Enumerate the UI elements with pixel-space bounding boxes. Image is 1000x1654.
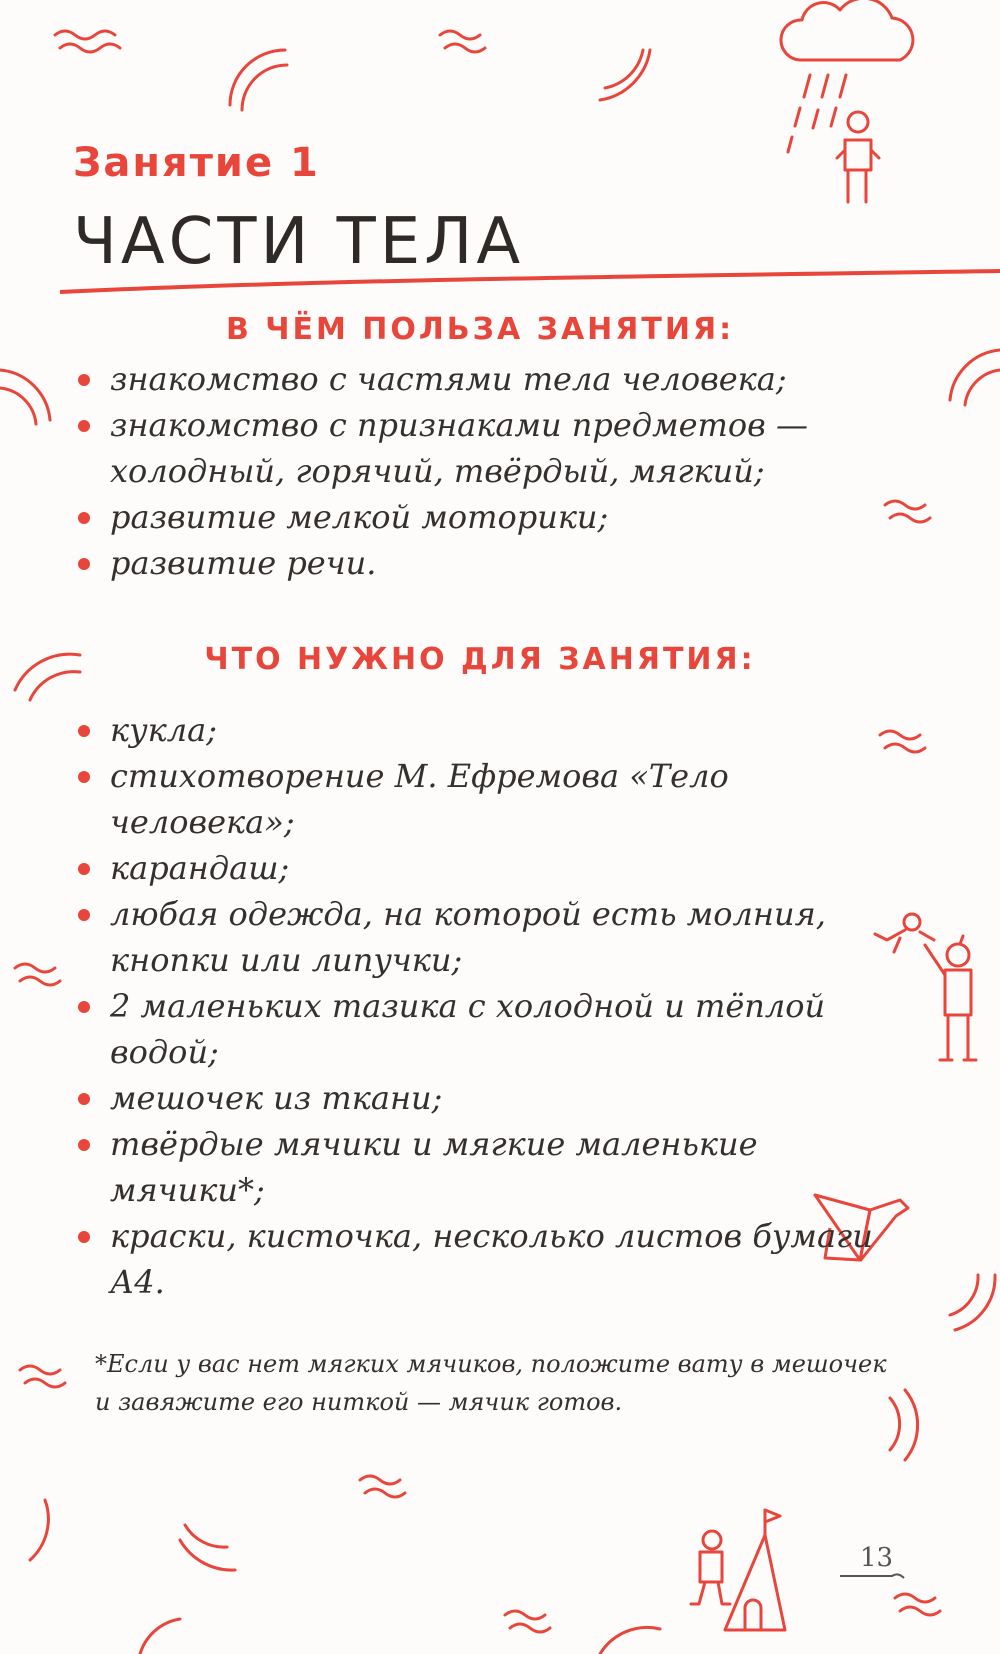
bullet-icon <box>78 420 90 432</box>
arc-icon <box>950 350 1000 400</box>
bullet-icon <box>78 558 90 570</box>
list-item: развитие мелкой моторики; <box>75 494 875 540</box>
page-number: 13 <box>860 1543 894 1573</box>
arc-icon <box>905 1390 918 1460</box>
arc-icon <box>185 1525 227 1547</box>
squiggle-icon <box>505 1611 550 1632</box>
list-item: знакомство с частями тела человека; <box>75 356 875 402</box>
arc-icon <box>965 370 1000 405</box>
arc-icon <box>140 1619 180 1654</box>
squiggle-icon <box>895 1594 940 1615</box>
squiggle-icon <box>20 1366 65 1387</box>
needs-heading: ЧТО НУЖНО ДЛЯ ЗАНЯТИЯ: <box>204 642 756 677</box>
list-item: стихотворение М. Ефремова «Тело человека»; <box>75 753 875 845</box>
arc-icon <box>950 1275 978 1315</box>
list-item: 2 маленьких тазика с холодной и тёплой водой; <box>75 983 875 1075</box>
list-item: карандаш; <box>75 845 875 891</box>
bullet-icon <box>78 512 90 524</box>
title-divider <box>60 268 1000 298</box>
arc-icon <box>242 65 287 110</box>
list-item: знакомство с признаками предметов — холодный, горячий, твёрдый, мягкий; <box>75 402 875 494</box>
father-child-icon <box>875 914 976 1060</box>
page-title: ЧАСТИ ТЕЛА <box>73 205 525 279</box>
bullet-icon <box>78 374 90 386</box>
arc-icon <box>600 50 650 100</box>
squiggle-icon <box>885 501 930 522</box>
bullet-icon <box>78 1001 90 1013</box>
needs-list <box>75 707 875 1305</box>
squiggle-icon <box>440 31 485 52</box>
page-number-flourish <box>840 1574 904 1578</box>
arc-icon <box>0 370 50 420</box>
squiggle-icon <box>880 731 925 752</box>
bullet-icon <box>78 725 90 737</box>
benefits-list <box>75 356 875 586</box>
arc-icon <box>230 50 285 105</box>
child-mountain-icon <box>691 1510 785 1630</box>
bullet-icon <box>78 1093 90 1105</box>
list-item: краски, кисточка, несколько листов бумаги А4. <box>75 1213 875 1305</box>
list-item: кукла; <box>75 707 875 753</box>
arc-icon <box>30 1500 48 1560</box>
squiggle-icon <box>15 964 60 985</box>
bullet-icon <box>78 1139 90 1151</box>
arc-icon <box>605 50 643 88</box>
list-item: твёрдые мячики и мягкие маленькие мячики*; <box>75 1121 875 1213</box>
footnote: *Если у вас нет мягких мячиков, положите вату в мешочек и завяжите его ниткой — мячик готов. <box>95 1350 887 1416</box>
squiggle-icon <box>360 1476 405 1497</box>
arc-icon <box>600 1627 660 1654</box>
lesson-label: Занятие 1 <box>73 140 320 186</box>
bullet-icon <box>78 1231 90 1243</box>
squiggle-icon <box>55 31 120 52</box>
arc-icon <box>0 388 36 424</box>
benefits-heading: В ЧЁМ ПОЛЬЗА ЗАНЯТИЯ: <box>225 312 735 347</box>
bullet-icon <box>78 863 90 875</box>
arc-icon <box>955 1275 995 1330</box>
bullet-icon <box>78 771 90 783</box>
list-item: любая одежда, на которой есть молния, кнопки или липучки; <box>75 891 875 983</box>
bullet-icon <box>78 909 90 921</box>
arc-icon <box>180 1540 235 1570</box>
list-item: мешочек из ткани; <box>75 1075 875 1121</box>
list-item: развитие речи. <box>75 540 875 586</box>
rain-cloud-boy-icon <box>781 0 913 202</box>
